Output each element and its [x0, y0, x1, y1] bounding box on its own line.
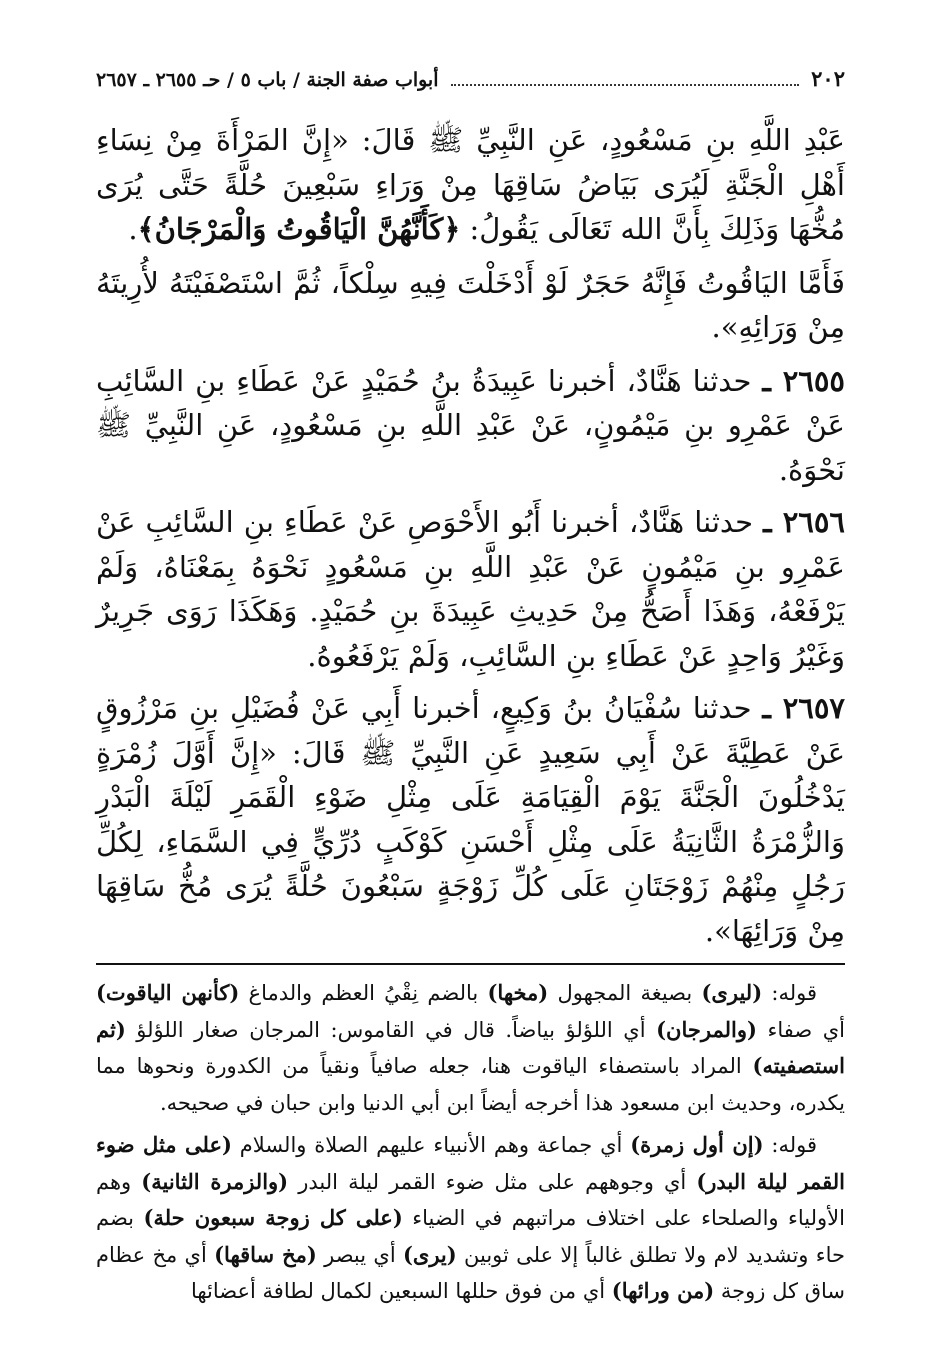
footnote-term: (يرى) — [402, 1241, 457, 1267]
footnote-text: أي جماعة وهم الأنبياء عليهم الصلاة والسلام — [231, 1133, 631, 1157]
footnote-text: أي صفاء — [756, 1017, 845, 1042]
hadith-text: حدثنا سُفْيَانُ بنُ وَكِيعٍ، أخبرنا أَبِي عَنْ فُضَيْلِ بنِ مَرْزُوقٍ عَنْ عَطِيَّةَ عَنْ أَبِي سَعِيدٍ عَنِ النَّبِيِّ ﷺ قَالَ: «إِنَّ أَوَّلَ زُمْرَةٍ يَدْخُلُونَ الْجَنَّةَ يَوْمَ الْقِيَامَةِ عَلَى مِثْلِ ضَوْءِ الْقَمَرِ لَيْلَةَ الْبَدْرِ وَالزُّمْرَةُ الثَّانِيَةُ عَلَى مِثْلِ أَحْسَنِ كَوْكَبٍ دُرِّيٍّ فِي السَّمَاءِ، لِكُلِّ رَجُلٍ مِنْهُمْ زَوْجَتَانِ عَلَى كُلِّ زَوْجَةٍ سَبْعُونَ حُلَّةً يُرَى مُخُّ سَاقِهَا مِنْ وَرَائِهَا». — [96, 691, 845, 948]
hadith-2656 — [96, 500, 845, 678]
hadith-number: ٢٦٥٥ ـ — [762, 363, 846, 398]
footnote-term: (مخها) — [487, 980, 549, 1005]
hadith-2655 — [96, 359, 845, 493]
footnote-text: أي وجوههم على مثل ضوء القمر ليلة البدر — [288, 1169, 697, 1194]
footnotes — [96, 975, 845, 1310]
hadith-number: ٢٦٥٧ ـ — [762, 691, 845, 725]
footnote-text: بضم حاء وتشديد لام ولا تطلق غالباً إلا على ثوبين — [96, 1206, 845, 1267]
footnote-term: (والمرجان) — [656, 1016, 757, 1042]
hadith-text: حدثنا هَنَّادٌ، أخبرنا أَبُو الأَحْوَصِ عَنْ عَطَاءِ بنِ السَّائِبِ عَنْ عَمْرِو بنِ مَيْمُونٍ عَنْ عَبْدِ اللَّهِ بنِ مَسْعُودٍ نَحْوَهُ بِمَعْنَاهُ، وَلَمْ يَرْفَعْهُ، وَهَذَا أَصَحُّ مِنْ حَدِيثِ عَبِيدَةَ بنِ حُمَيْدٍ. وَهَكَذَا رَوَى جَرِيرٌ وَغَيْرُ وَاحِدٍ عَنْ عَطَاءِ بنِ السَّائِبِ، وَلَمْ يَرْفَعُوهُ. — [96, 505, 845, 673]
footnote-divider — [96, 963, 845, 965]
footnote-term: (مخ ساقها) — [214, 1241, 317, 1267]
quran-quote: ﴿كَأَنَّهُنَّ الْيَاقُوتُ وَالْمَرْجَانُ﴾ — [137, 212, 461, 246]
footnote-text: قوله: — [762, 981, 818, 1005]
footnote-term: (ليرى) — [701, 980, 763, 1005]
footnote-text: أي من فوق حللها السبعين لكمال لطافة أعضائها — [190, 1279, 612, 1303]
hadith-continuation-text-2: فَأَمَّا اليَاقُوتُ فَإِنَّهُ حَجَرٌ لَوْ أَدْخَلْتَ فِيهِ سِلْكاً، ثُمَّ اسْتَصْفَيْتَهُ لأُرِيتَهُ مِنْ وَرَائِهِ». — [96, 265, 845, 344]
hadith-text: حدثنا هَنَّادٌ، أخبرنا عَبِيدَةُ بنُ حُمَيْدٍ عَنْ عَطَاءِ بنِ السَّائِبِ عَنْ عَمْرِو بنِ مَيْمُونٍ، عَنْ عَبْدِ اللَّهِ بنِ مَسْعُودٍ، عَنِ النَّبِيِّ ﷺ نَحْوَهُ. — [96, 363, 845, 487]
footnote-term: (إن أول زمرة) — [630, 1132, 764, 1157]
footnote-text: وهم الأولياء والصلحاء على اختلاف مراتبهم في الضياء — [96, 1169, 845, 1230]
footnote-term: (على مثل ضوء القمر ليلة البدر) — [96, 1132, 846, 1194]
footnote-2 — [96, 1127, 845, 1310]
hadith-number: ٢٦٥٦ ـ — [763, 505, 845, 539]
footnote-term: (ثم استصفيته) — [96, 1016, 845, 1078]
footnote-1 — [96, 975, 845, 1121]
footnote-text: أي يبصر — [316, 1242, 403, 1267]
main-text — [96, 118, 845, 953]
footnote-text: بصيغة المجهول — [548, 981, 702, 1005]
footnote-text: أي اللؤلؤ بياضاً. قال في القاموس: المرجان صغار اللؤلؤ — [125, 1017, 657, 1042]
page-header — [96, 66, 845, 110]
hadith-continuation-paragraph — [96, 118, 845, 252]
running-title: أبواب صفة الجنة / باب ٥ / حـ ٢٦٥٥ ـ ٢٦٥٧ — [96, 69, 439, 91]
footnote-text: بالضم نِقْيُ العظم والدماغ — [239, 981, 488, 1005]
footnote-term: (كأنهن الياقوت) — [96, 980, 240, 1005]
hadith-2657 — [96, 686, 845, 953]
paragraph-end: . — [128, 212, 138, 246]
footnote-text: أي مخ عظام ساق كل زوجة — [96, 1242, 845, 1303]
footnote-term: (والزمرة الثانية) — [141, 1168, 289, 1194]
footnote-text: المراد باستصفاء الياقوت هنا، جعله صافياً ونقياً من الكدورة ونحوها مما يكدره، وحديث ابن مسعود هذا أخرجه أيضاً ابن أبي الدنيا وابن حبان في صحيحه. — [96, 1054, 845, 1115]
footnote-text: قوله: — [763, 1133, 817, 1157]
footnote-term: (على كل زوجة سبعون حلة) — [143, 1205, 403, 1230]
hadith-continuation-text: عَبْدِ اللَّهِ بنِ مَسْعُودٍ، عَنِ النَّبِيِّ ﷺ قَالَ: «إِنَّ المَرْأَةَ مِنْ نِسَاءِ أَهْلِ الْجَنَّةِ لَيُرَى بَيَاضُ سَاقِهَا مِنْ وَرَاءِ سَبْعِينَ حُلَّةً حَتَّى يُرَى مُخُّهَا وَذَلِكَ بِأَنَّ الله تَعَالَى يَقُولُ: — [96, 123, 845, 246]
hadith-continuation-paragraph-2 — [96, 261, 845, 350]
footnote-term: (من ورائها) — [611, 1278, 715, 1303]
page-number: ٢٠٢ — [811, 66, 845, 91]
header-dotted-leader — [451, 72, 800, 86]
